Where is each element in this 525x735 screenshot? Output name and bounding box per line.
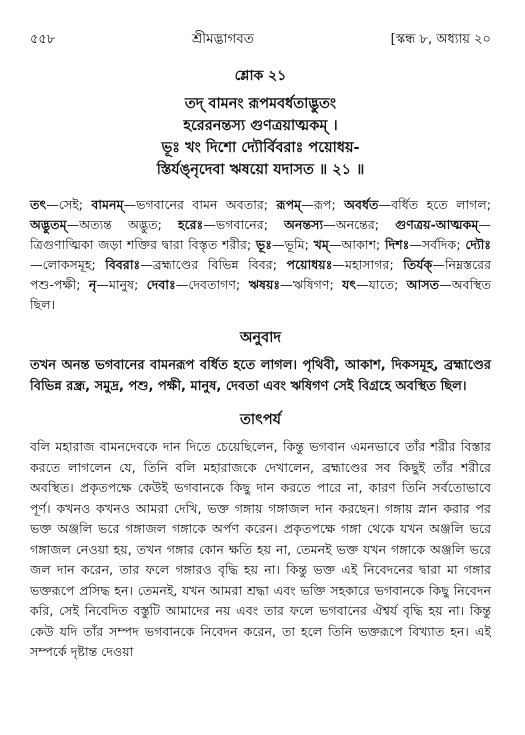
synonym-meaning: অনন্তের (335, 217, 375, 232)
chapter-info: [স্কন্ধ ৮, অধ্যায় ২০ (390, 32, 491, 47)
synonym-meaning: যাতে (368, 277, 395, 292)
synonym-meaning: ভগবানের বামন অবতার (136, 197, 264, 212)
synonym-meaning: সেই (58, 197, 79, 212)
synonym-meaning: দেবতাগণ (188, 277, 237, 292)
translation-heading: অনুবাদ (239, 330, 282, 346)
translation-text: তখন অনন্ত ভগবানের বামনরূপ বর্ধিত হতে লাগল। পৃথিবী, আকাশ, দিকসমূহ, ব্রহ্মাণ্ডের বিভিন্ন রন্ধ্র, সমুদ্র, পশু, পক্ষী, মানুষ, দেবতা এবং ঋষিগণ সেই বিগ্রহে অবস্থিত ছিল। (30, 358, 491, 394)
synonym-word: অবর্ধত (344, 197, 379, 212)
synonym-word: হরেঃ (177, 217, 204, 232)
synonym-meaning: অবস্থিত ছিল (30, 277, 492, 312)
synonym-word: রূপম্ (276, 197, 302, 212)
verse-line: হরেরনন্তস্য গুণত্রয়াত্মকম্ । (183, 118, 338, 134)
synonym-meaning: লোকসমূহ (42, 257, 92, 272)
synonym-word: আসত (406, 277, 440, 292)
synonym-meaning: ঋষিগণ (292, 277, 330, 292)
synonym-word: দ্যৌঃ (465, 237, 492, 252)
synonym-word: তির্যক্ (403, 257, 433, 272)
synonym-meaning: আকাশ (341, 237, 377, 252)
purport-heading: তাৎপর্য (239, 412, 282, 428)
purport-text: বলি মহারাজ বামনদেবকে দান দিতে চেয়েছিলেন, কিন্তু ভগবান এমনভাবে তাঁর শরীর বিস্তার করতে লাগলেন যে, তিনি বলি মহারাজকে দেখালেন, ব্রহ্মাণ্ডের সব কিছুই তাঁর শরীরে অবস্থিত। প্রকৃতপক্ষে কেউই ভগবানকে কিছু দান করতে পারে না, কারণ তিনি সর্বতোভাবে পূর্ণ। কখনও কখনও আমরা দেখি, ভক্ত গঙ্গায় গঙ্গাজল দান করছেন। গঙ্গায় স্নান করার পর ভক্ত অঞ্জলি ভরে গঙ্গাজল গঙ্গাকে অর্পণ করেন। প্রকৃতপক্ষে গঙ্গা থেকে যখন অঞ্জলি ভরে গঙ্গাজল নেওয়া হয়, তখন গঙ্গার কোন ক্ষতি হয় না, তেমনই ভক্ত যখন গঙ্গাকে অঞ্জলি ভরে জল দান করেন, তার ফলে গঙ্গারও বৃদ্ধি হয় না। কিন্তু ভক্ত এই নিবেদনের দ্বারা মা গঙ্গার ভক্তরূপে প্রসিদ্ধ হন। তেমনই, যখন আমরা শ্রদ্ধা এবং ভক্তি সহকারে ভগবানকে কিছু নিবেদন করি, সেই নিবেদিত বস্তুটি আমাদের নয় এবং তার ফলে ভগবানের ঐশ্বর্য বৃদ্ধি হয় না। কিন্তু কেউ যদি তাঁর সম্পদ ভগবানকে নিবেদন করেন, তা হলে তিনি ভক্তরূপে বিখ্যাত হন। এই সম্পর্কে দৃষ্টান্ত দেওয়া (30, 439, 491, 659)
verse-block (30, 64, 491, 181)
synonym-meaning: অত্যন্ত অদ্ভুত (79, 217, 158, 232)
synonym-word: অদ্ভুতম্ (30, 217, 67, 232)
synonyms-paragraph: তৎ—সেই; বামনম্—ভগবানের বামন অবতার; রূপম্—রূপ; অবর্ধত—বর্ধিত হতে লাগল; অদ্ভুতম্—অত্যন্ত অদ্ভুত; হরেঃ—ভগবানের; অনন্তস্য—অনন্তের; গুণত্রয়-আত্মকম্—ত্রিগুণাত্মিকা জড়া শক্তির দ্বারা বিস্তৃত শরীর; ভূঃ—ভূমি; খম্—আকাশ; দিশঃ—সর্বদিক; দ্যৌঃ—লোকসমূহ; বিবরাঃ—ব্রহ্মাণ্ডের বিভিন্ন বিবর; পয়োধয়ঃ—মহাসাগর; তির্যক্—নিম্নস্তরের পশু-পক্ষী; নৃ—মানুষ; দেবাঃ—দেবতাগণ; ঋষয়ঃ—ঋষিগণ; যৎ—যাতে; আসত—অবস্থিত ছিল। (30, 197, 492, 312)
synonym-meaning: মহাসাগর (345, 257, 390, 272)
synonym-word: বিবরাঃ (105, 257, 141, 272)
verse-line: ভূঃ খং দিশো দ্যৌর্বিবরাঃ পয়োধয়- (161, 140, 360, 156)
synonym-meaning: সর্বদিক (421, 237, 457, 252)
synonym-word: ভূঃ (255, 237, 273, 252)
synonym-word: বামনম্ (91, 197, 124, 212)
synonym-meaning: ত্রিগুণাত্মিকা জড়া শক্তির দ্বারা বিস্তৃত শরীর (30, 237, 247, 252)
synonym-meaning: মানুষ (108, 277, 135, 292)
page-number: ৫৫৮ (30, 32, 56, 47)
page-header (30, 28, 491, 50)
synonym-word: ঋষয়ঃ (248, 277, 281, 292)
synonym-meaning: ভগবানের (215, 217, 264, 232)
synonym-word: যৎ (342, 277, 357, 292)
synonym-meaning: ভূমি (284, 237, 305, 252)
book-title: শ্রীমদ্ভাগবত (192, 31, 254, 47)
synonym-word: পয়োধয়ঃ (286, 257, 333, 272)
synonym-meaning: ব্রহ্মাণ্ডের বিভিন্ন বিবর (152, 257, 273, 272)
synonym-word: অনন্তস্য (284, 217, 324, 232)
synonym-meaning: রূপ (313, 197, 332, 212)
synonym-word: খম্ (313, 237, 329, 252)
verse-line: তদ্ বামনং রূপমবর্ধতাদ্ভুতং (184, 96, 337, 112)
synonym-word: তৎ (30, 197, 47, 212)
synonym-word: নৃ (88, 277, 97, 292)
synonym-meaning: বর্ধিত হতে লাগল (391, 197, 487, 212)
synonym-word: দিশঃ (385, 237, 410, 252)
synonym-word: গুণত্রয়-আত্মকম্ (395, 217, 479, 232)
verse-line: স্তির্যঙ্‌নৃদেবা ঋষয়ো যদাসত ॥ ২১ ॥ (156, 162, 365, 178)
verse-label: শ্লোক ২১ (234, 68, 287, 84)
synonym-meaning: নিম্নস্তরের পশু-পক্ষী (30, 257, 492, 292)
synonym-word: দেবাঃ (146, 277, 176, 292)
